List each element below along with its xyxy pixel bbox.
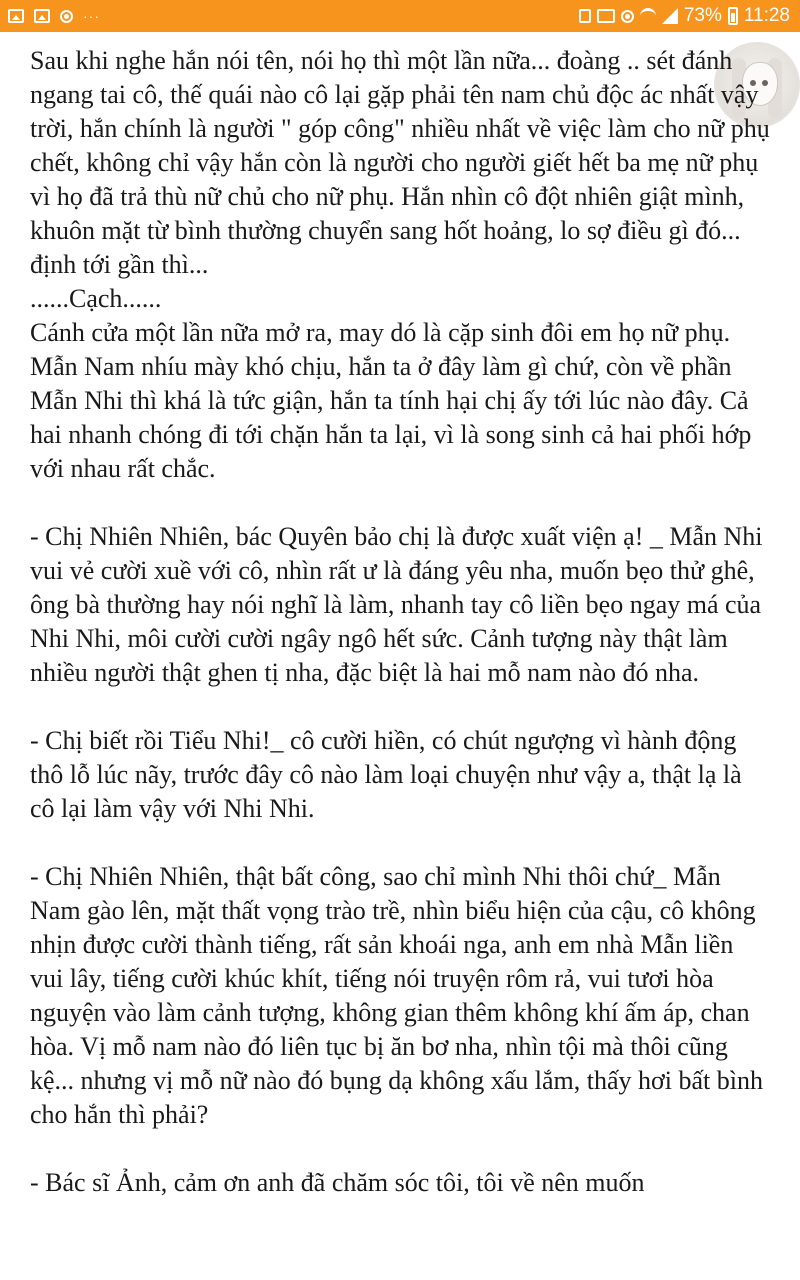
battery-percent: 73%: [683, 5, 722, 26]
paragraph-gap: [30, 1132, 770, 1166]
lock-icon: [579, 9, 591, 23]
story-paragraph: - Chị Nhiên Nhiên, bác Quyên bảo chị là được xuất viện ạ! _ Mẫn Nhi vui vẻ cười xuề với cô, nhìn rất ư là đáng yêu nha, muốn bẹo thử ghê, ông bà thường hay nói nghĩ là làm, nhanh tay cô liền bẹo ngay má của Nhi Nhi, môi cười cười ngây ngô hết sức. Cảnh tượng này thật làm nhiều người thật ghen tị nha, đặc biệt là hai mỗ nam nào đó nha.: [30, 522, 763, 687]
story-paragraph: Sau khi nghe hắn nói tên, nói họ thì một lần nữa... đoàng .. sét đánh ngang tai cô, thế quái nào cô lại gặp phải tên nam chủ độc ác nhất vậy trời, hắn chính là người " góp công" nhiều nhất về việc làm cho nữ phụ chết, không chỉ vậy hắn còn là người cho người giết hết ba mẹ nữ phụ vì họ đã trả thù nữ chủ cho nữ phụ. Hắn nhìn cô đột nhiên giật mình, khuôn mặt từ bình thường chuyển sang hốt hoảng, lo sợ điều gì đó... định tới gần thì...: [30, 46, 770, 279]
clock-time: 11:28: [743, 5, 790, 26]
status-bar: [0, 0, 800, 32]
alarm-icon: [621, 10, 634, 23]
record-icon: [60, 10, 73, 23]
image-icon: [34, 9, 50, 23]
wifi-icon: [640, 8, 656, 24]
cast-icon: [597, 9, 615, 23]
story-paragraph: Cánh cửa một lần nữa mở ra, may dó là cặp sinh đôi em họ nữ phụ. Mẫn Nam nhíu mày khó chịu, hắn ta ở đây làm gì chứ, còn về phần Mẫn Nhi thì khá là tức giận, hắn ta tính hại chị ấy tới lúc nào đây. Cả hai nhanh chóng đi tới chặn hắn ta lại, vì là song sinh cả hai phối hớp với nhau rất chắc.: [30, 318, 752, 483]
paragraph-gap: [30, 690, 770, 724]
signal-icon: [662, 8, 678, 24]
story-content: [30, 44, 770, 1200]
paragraph-gap: [30, 486, 770, 520]
battery-icon: [728, 7, 738, 25]
more-dots-icon: ···: [83, 8, 100, 24]
story-paragraph: - Chị Nhiên Nhiên, thật bất công, sao chỉ mình Nhi thôi chứ_ Mẫn Nam gào lên, mặt thất vọng trào trề, nhìn biểu hiện của cậu, cô không nhịn được cười thành tiếng, rất sản khoái nga, anh em nhà Mẫn liền vui lây, tiếng cười khúc khít, tiếng nói truyện rôm rả, vui tươi hòa nguyện vào làm cảnh tượng, không gian thêm không khí ấm áp, chan hòa. Vị mỗ nam nào đó liên tục bị ăn bơ nha, nhìn tội mà thôi cũng kệ... nhưng vị mỗ nữ nào đó bụng dạ không xấu lắm, thấy hơi bất bình cho hắn thì phải?: [30, 862, 764, 1129]
status-bar-right: [579, 4, 790, 28]
paragraph-gap: [30, 826, 770, 860]
status-bar-left: [8, 5, 100, 27]
story-paragraph: - Bác sĩ Ảnh, cảm ơn anh đã chăm sóc tôi, tôi về nên muốn: [30, 1168, 645, 1197]
story-paragraph: ......Cạch......: [30, 284, 162, 313]
gallery-icon: [8, 9, 24, 23]
story-paragraph: - Chị biết rồi Tiểu Nhi!_ cô cười hiền, có chút ngượng vì hành động thô lỗ lúc nãy, trước đây cô nào làm loại chuyện như vậy a, thật lạ là cô lại làm vậy với Nhi Nhi.: [30, 726, 742, 823]
